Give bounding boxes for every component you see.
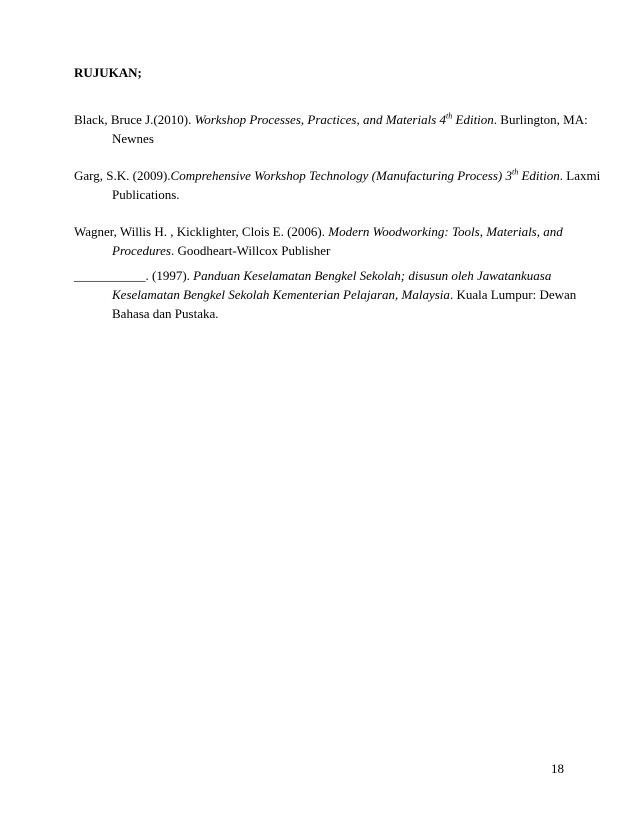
reference-year: (2006). <box>283 224 325 239</box>
reference-year: . (1997). <box>145 268 190 283</box>
reference-author: Black, Bruce J. <box>74 112 154 127</box>
reference-publisher: . Kuala Lumpur: Dewan Bahasa dan Pustaka. <box>112 287 577 321</box>
reference-entry <box>74 110 602 148</box>
reference-title-superscript: th <box>446 111 453 121</box>
reference-entry <box>74 166 602 204</box>
reference-entry <box>74 266 602 323</box>
reference-title: Workshop Processes, Practices, and Materials 4th Edition <box>194 111 494 127</box>
reference-publisher: . Burlington, MA: Newnes <box>112 112 588 146</box>
reference-author: Wagner, Willis H. , Kicklighter, Clois E. <box>74 224 284 239</box>
references-heading: RUJUKAN; <box>74 65 142 80</box>
reference-year: (2009). <box>129 168 171 183</box>
reference-entry <box>74 222 602 260</box>
reference-publisher: . Laxmi Publications. <box>112 168 601 202</box>
reference-author: ___________ <box>74 268 146 283</box>
reference-title: Comprehensive Workshop Technology (Manufacturing Process) 3th Edition <box>170 167 560 183</box>
reference-title-superscript: th <box>512 167 519 177</box>
reference-title: Modern Woodworking: Tools, Materials, and Procedures <box>112 224 563 258</box>
reference-author: Garg, S.K. <box>74 168 130 183</box>
reference-publisher: . Goodheart-Willcox Publisher <box>170 243 331 258</box>
reference-title: Panduan Keselamatan Bengkel Sekolah; disusun oleh Jawatankuasa Keselamatan Bengkel Sekolah Kementerian Pelajaran, Malaysia <box>112 268 552 302</box>
page-number: 18 <box>551 761 564 776</box>
reference-year: (2010). <box>153 112 192 127</box>
